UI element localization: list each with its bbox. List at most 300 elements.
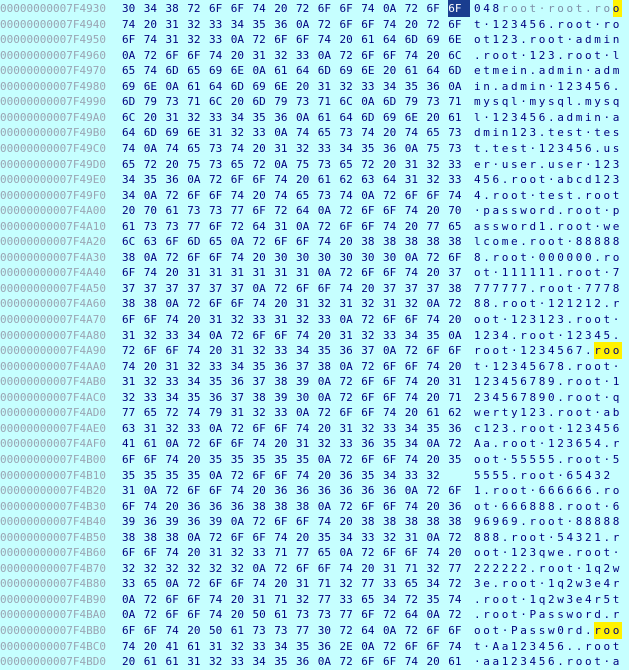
- hex-byte[interactable]: 20: [404, 219, 418, 233]
- ascii-char[interactable]: .: [585, 624, 592, 637]
- hex-byte[interactable]: 6E: [404, 110, 418, 124]
- ascii-char[interactable]: .: [492, 437, 500, 451]
- hex-byte[interactable]: 73: [165, 219, 179, 233]
- hex-byte[interactable]: 65: [426, 126, 440, 140]
- ascii-char[interactable]: 7: [501, 281, 509, 295]
- hex-byte[interactable]: 6D: [317, 64, 331, 78]
- ascii-char[interactable]: e: [474, 157, 481, 171]
- hex-byte[interactable]: 73: [209, 157, 223, 171]
- row-hex-bytes[interactable]: [122, 280, 470, 297]
- ascii-char[interactable]: m: [529, 95, 537, 109]
- ascii-char[interactable]: y: [594, 95, 601, 109]
- hex-byte[interactable]: 65: [296, 188, 310, 202]
- ascii-char[interactable]: 0: [575, 250, 583, 264]
- ascii-char[interactable]: r: [520, 328, 527, 342]
- ascii-char[interactable]: r: [575, 359, 583, 373]
- hex-byte[interactable]: 0A: [404, 250, 418, 264]
- hex-byte[interactable]: 6F: [209, 437, 223, 451]
- hex-byte[interactable]: 34: [404, 328, 418, 342]
- hex-byte[interactable]: 38: [252, 390, 266, 404]
- hex-byte[interactable]: 20: [230, 592, 244, 606]
- hex-byte[interactable]: 6F: [122, 546, 136, 560]
- hex-byte[interactable]: 72: [122, 344, 136, 358]
- ascii-char[interactable]: 3: [585, 328, 592, 342]
- ascii-char[interactable]: s: [492, 95, 500, 109]
- hex-byte[interactable]: 6D: [404, 33, 418, 47]
- hex-byte[interactable]: 6F: [252, 173, 266, 187]
- hex-byte[interactable]: 61: [361, 33, 375, 47]
- ascii-char[interactable]: ·: [529, 484, 537, 498]
- ascii-char[interactable]: 4: [566, 141, 574, 155]
- hex-byte[interactable]: 35: [296, 639, 310, 653]
- hex-byte[interactable]: 74: [361, 126, 375, 140]
- hex-byte[interactable]: 71: [317, 577, 331, 591]
- ascii-char[interactable]: r: [538, 281, 546, 295]
- ascii-char[interactable]: ·: [585, 64, 592, 78]
- hex-byte[interactable]: 32: [296, 141, 310, 155]
- hex-byte[interactable]: 6F: [143, 546, 157, 560]
- ascii-char[interactable]: 4: [594, 437, 601, 451]
- hex-byte[interactable]: 20: [274, 437, 288, 451]
- ascii-char[interactable]: s: [557, 157, 564, 171]
- hex-byte[interactable]: 38: [383, 515, 397, 529]
- ascii-char[interactable]: .: [557, 375, 564, 389]
- ascii-char[interactable]: t: [575, 2, 583, 15]
- hex-byte[interactable]: 38: [296, 499, 310, 513]
- ascii-char[interactable]: t: [566, 188, 574, 202]
- ascii-char[interactable]: .: [575, 188, 583, 202]
- hex-byte[interactable]: 6D: [448, 64, 462, 78]
- hex-byte[interactable]: 0A: [339, 546, 353, 560]
- ascii-char[interactable]: t: [548, 421, 555, 435]
- hex-byte[interactable]: 36: [339, 468, 353, 482]
- hex-byte[interactable]: 6F: [230, 297, 244, 311]
- hex-row[interactable]: [0, 0, 629, 17]
- hex-byte[interactable]: 77: [296, 546, 310, 560]
- ascii-char[interactable]: ·: [474, 204, 481, 218]
- hex-byte[interactable]: 35: [252, 452, 266, 466]
- ascii-char[interactable]: 3: [612, 173, 620, 187]
- hex-byte[interactable]: 77: [187, 219, 201, 233]
- hex-byte[interactable]: 0A: [296, 219, 310, 233]
- hex-byte[interactable]: 61: [165, 655, 179, 669]
- hex-byte[interactable]: 74: [122, 17, 136, 31]
- ascii-char[interactable]: .: [483, 484, 490, 498]
- hex-byte[interactable]: 20: [426, 375, 440, 389]
- ascii-char[interactable]: 8: [474, 250, 481, 264]
- hex-byte[interactable]: 61: [187, 79, 201, 93]
- hex-byte[interactable]: 6F: [209, 250, 223, 264]
- hex-byte[interactable]: 38: [448, 515, 462, 529]
- hex-byte[interactable]: 74: [143, 33, 157, 47]
- ascii-char[interactable]: 3: [575, 79, 583, 93]
- hex-byte[interactable]: 32: [122, 561, 136, 575]
- hex-byte[interactable]: 64: [426, 64, 440, 78]
- hex-byte[interactable]: 74: [404, 375, 418, 389]
- hex-byte[interactable]: 69: [426, 33, 440, 47]
- ascii-char[interactable]: 7: [483, 281, 490, 295]
- ascii-char[interactable]: 4: [520, 359, 527, 373]
- ascii-char[interactable]: 9: [538, 390, 546, 404]
- hex-byte[interactable]: 20: [274, 297, 288, 311]
- hex-byte[interactable]: 74: [296, 328, 310, 342]
- hex-byte[interactable]: 38: [274, 375, 288, 389]
- ascii-char[interactable]: .: [492, 577, 500, 591]
- ascii-char[interactable]: 0: [566, 250, 574, 264]
- ascii-char[interactable]: 2: [603, 173, 611, 187]
- row-hex-bytes[interactable]: [122, 498, 470, 515]
- ascii-char[interactable]: 5: [529, 359, 537, 373]
- ascii-char[interactable]: 2: [529, 406, 537, 420]
- hex-byte[interactable]: 6F: [448, 344, 462, 358]
- ascii-char[interactable]: o: [538, 328, 546, 342]
- hex-byte[interactable]: 33: [252, 313, 266, 326]
- ascii-char[interactable]: 5: [585, 437, 592, 451]
- ascii-char[interactable]: 5: [575, 141, 583, 155]
- hex-byte[interactable]: 6F: [143, 452, 157, 466]
- ascii-char[interactable]: o: [501, 608, 509, 622]
- ascii-char[interactable]: o: [575, 390, 583, 404]
- ascii-char[interactable]: 1: [520, 344, 527, 358]
- hex-byte[interactable]: 73: [296, 608, 310, 622]
- hex-byte[interactable]: 79: [209, 406, 223, 420]
- hex-byte[interactable]: 20: [274, 2, 288, 15]
- hex-byte[interactable]: 30: [274, 250, 288, 264]
- ascii-char[interactable]: d: [575, 624, 583, 637]
- ascii-char[interactable]: ·: [557, 421, 564, 435]
- hex-byte[interactable]: 35: [209, 375, 223, 389]
- hex-byte[interactable]: 6D: [383, 95, 397, 109]
- ascii-char[interactable]: 2: [520, 313, 527, 326]
- ascii-char[interactable]: t: [474, 359, 481, 373]
- ascii-char[interactable]: 1: [585, 297, 592, 311]
- ascii-char[interactable]: 7: [585, 281, 592, 295]
- hex-byte[interactable]: 74: [317, 33, 331, 47]
- ascii-char[interactable]: 1: [492, 33, 500, 47]
- ascii-char[interactable]: 6: [585, 484, 592, 498]
- hex-byte[interactable]: 35: [296, 452, 310, 466]
- hex-byte[interactable]: 72: [230, 421, 244, 435]
- ascii-char[interactable]: o: [575, 655, 583, 669]
- ascii-char[interactable]: .: [474, 592, 481, 606]
- hex-row[interactable]: [0, 529, 629, 546]
- hex-byte[interactable]: 6F: [404, 546, 418, 560]
- hex-byte[interactable]: 65: [122, 157, 136, 171]
- hex-byte[interactable]: 20: [143, 17, 157, 31]
- ascii-char[interactable]: s: [538, 624, 546, 637]
- row-hex-bytes[interactable]: [122, 653, 470, 670]
- hex-byte[interactable]: 50: [209, 624, 223, 637]
- hex-row[interactable]: [0, 575, 629, 592]
- hex-byte[interactable]: 37: [404, 281, 418, 295]
- ascii-char[interactable]: o: [613, 342, 622, 359]
- ascii-char[interactable]: 2: [483, 328, 490, 342]
- ascii-char[interactable]: ·: [529, 188, 537, 202]
- ascii-char[interactable]: ·: [492, 157, 500, 171]
- hex-byte[interactable]: 30: [339, 250, 353, 264]
- ascii-char[interactable]: o: [492, 235, 500, 249]
- hex-byte[interactable]: 20: [426, 204, 440, 218]
- hex-byte[interactable]: 77: [448, 561, 462, 575]
- ascii-char[interactable]: o: [474, 266, 481, 280]
- ascii-char[interactable]: c: [483, 235, 490, 249]
- ascii-char[interactable]: o: [492, 344, 500, 358]
- ascii-char[interactable]: 2: [501, 33, 509, 47]
- ascii-char[interactable]: t: [594, 375, 601, 389]
- ascii-char[interactable]: 6: [575, 484, 583, 498]
- ascii-char[interactable]: o: [557, 281, 564, 295]
- hex-row[interactable]: [0, 435, 629, 452]
- hex-byte[interactable]: 31: [230, 344, 244, 358]
- hex-byte[interactable]: 31: [383, 297, 397, 311]
- hex-byte[interactable]: 6F: [187, 188, 201, 202]
- hex-byte[interactable]: 6D: [165, 64, 179, 78]
- ascii-char[interactable]: u: [548, 157, 555, 171]
- hex-byte[interactable]: 0A: [274, 126, 288, 140]
- ascii-char[interactable]: 3: [511, 110, 518, 124]
- hex-byte[interactable]: 32: [361, 297, 375, 311]
- hex-byte[interactable]: 31: [296, 266, 310, 280]
- hex-byte[interactable]: 72: [383, 188, 397, 202]
- row-hex-bytes[interactable]: [122, 327, 470, 344]
- ascii-char[interactable]: p: [483, 204, 490, 218]
- ascii-char[interactable]: 3: [529, 313, 537, 326]
- hex-byte[interactable]: 0A: [209, 468, 223, 482]
- hex-row[interactable]: [0, 124, 629, 141]
- hex-byte[interactable]: 73: [165, 95, 179, 109]
- ascii-char[interactable]: .: [557, 655, 564, 669]
- ascii-char[interactable]: 1: [548, 266, 555, 280]
- row-ascii[interactable]: [474, 358, 624, 375]
- ascii-char[interactable]: r: [492, 484, 500, 498]
- ascii-char[interactable]: .: [548, 17, 555, 31]
- ascii-char[interactable]: 7: [575, 344, 583, 358]
- ascii-char[interactable]: 2: [501, 561, 509, 575]
- ascii-char[interactable]: 1: [566, 328, 574, 342]
- ascii-char[interactable]: 6: [548, 655, 555, 669]
- hex-byte[interactable]: 39: [122, 515, 136, 529]
- ascii-char[interactable]: 5: [548, 452, 555, 466]
- hex-row[interactable]: [0, 373, 629, 390]
- row-hex-bytes[interactable]: [122, 187, 470, 204]
- ascii-char[interactable]: .: [557, 48, 564, 62]
- ascii-char[interactable]: 0: [557, 624, 564, 637]
- hex-byte[interactable]: 36: [448, 421, 462, 435]
- ascii-char[interactable]: 8: [585, 515, 592, 529]
- ascii-char[interactable]: t: [557, 33, 564, 47]
- hex-byte[interactable]: 6F: [230, 530, 244, 544]
- row-hex-bytes[interactable]: [122, 78, 470, 95]
- ascii-char[interactable]: 6: [511, 499, 518, 513]
- ascii-char[interactable]: t: [538, 188, 546, 202]
- ascii-char[interactable]: 2: [520, 561, 527, 575]
- hex-byte[interactable]: 36: [361, 437, 375, 451]
- ascii-char[interactable]: 1: [511, 313, 518, 326]
- hex-byte[interactable]: 0A: [317, 655, 331, 669]
- hex-byte[interactable]: 6F: [426, 639, 440, 653]
- ascii-char[interactable]: 0: [548, 390, 555, 404]
- hex-byte[interactable]: 74: [165, 624, 179, 637]
- hex-byte[interactable]: 6F: [187, 484, 201, 498]
- ascii-char[interactable]: q: [501, 95, 509, 109]
- hex-byte[interactable]: 0A: [317, 375, 331, 389]
- hex-byte[interactable]: 77: [361, 577, 375, 591]
- ascii-char[interactable]: .: [603, 608, 611, 622]
- hex-byte[interactable]: 74: [274, 173, 288, 187]
- ascii-char[interactable]: a: [594, 64, 601, 78]
- hex-byte[interactable]: 6F: [230, 577, 244, 591]
- hex-byte[interactable]: 6F: [296, 281, 310, 295]
- ascii-char[interactable]: 0: [474, 2, 481, 15]
- ascii-char[interactable]: 5: [557, 344, 564, 358]
- ascii-char[interactable]: 3: [566, 437, 574, 451]
- ascii-char[interactable]: w: [474, 406, 481, 420]
- hex-byte[interactable]: 36: [426, 79, 440, 93]
- ascii-char[interactable]: o: [566, 17, 574, 31]
- hex-byte[interactable]: 20: [361, 561, 375, 575]
- ascii-char[interactable]: o: [538, 468, 546, 482]
- ascii-char[interactable]: 2: [575, 328, 583, 342]
- ascii-char[interactable]: o: [538, 33, 546, 47]
- ascii-char[interactable]: e: [483, 577, 490, 591]
- ascii-char[interactable]: 5: [529, 452, 537, 466]
- hex-byte[interactable]: 33: [143, 390, 157, 404]
- ascii-char[interactable]: ·: [529, 250, 537, 264]
- hex-byte[interactable]: 20: [361, 281, 375, 295]
- hex-byte[interactable]: 32: [230, 561, 244, 575]
- row-hex-bytes[interactable]: [122, 451, 470, 468]
- ascii-char[interactable]: 8: [575, 515, 583, 529]
- ascii-char[interactable]: .: [594, 484, 601, 498]
- hex-byte[interactable]: 33: [230, 655, 244, 669]
- ascii-char[interactable]: t: [474, 141, 481, 155]
- ascii-char[interactable]: 7: [474, 281, 481, 295]
- hex-byte[interactable]: 30: [317, 624, 331, 637]
- hex-byte[interactable]: 72: [383, 608, 397, 622]
- ascii-char[interactable]: o: [511, 250, 518, 264]
- hex-byte[interactable]: 31: [122, 484, 136, 498]
- ascii-char[interactable]: r: [557, 219, 564, 233]
- ascii-char[interactable]: 5: [474, 468, 481, 482]
- hex-byte[interactable]: 36: [230, 375, 244, 389]
- ascii-char[interactable]: s: [529, 624, 537, 637]
- hex-byte[interactable]: 37: [143, 281, 157, 295]
- hex-byte[interactable]: 0A: [383, 624, 397, 637]
- ascii-char[interactable]: o: [603, 639, 611, 653]
- hex-byte[interactable]: 20: [187, 546, 201, 560]
- hex-row[interactable]: [0, 638, 629, 655]
- hex-byte[interactable]: 36: [274, 359, 288, 373]
- hex-byte[interactable]: 6F: [230, 2, 244, 15]
- ascii-char[interactable]: 5: [501, 468, 509, 482]
- hex-byte[interactable]: 32: [187, 17, 201, 31]
- hex-byte[interactable]: 6F: [426, 188, 440, 202]
- hex-byte[interactable]: 64: [209, 79, 223, 93]
- hex-byte[interactable]: 74: [274, 530, 288, 544]
- hex-byte[interactable]: 6F: [383, 359, 397, 373]
- hex-byte[interactable]: 72: [448, 608, 462, 622]
- ascii-char[interactable]: e: [474, 64, 481, 78]
- hex-byte[interactable]: 72: [404, 2, 418, 15]
- ascii-char[interactable]: t: [511, 608, 518, 622]
- hex-byte[interactable]: 72: [339, 452, 353, 466]
- hex-byte[interactable]: 35: [426, 592, 440, 606]
- ascii-char[interactable]: 2: [492, 421, 500, 435]
- hex-byte[interactable]: 70: [143, 204, 157, 218]
- hex-byte[interactable]: 20: [448, 359, 462, 373]
- hex-byte[interactable]: 31: [122, 375, 136, 389]
- hex-byte[interactable]: 72: [187, 2, 201, 15]
- ascii-char[interactable]: .: [483, 250, 490, 264]
- ascii-char[interactable]: r: [501, 2, 509, 15]
- hex-byte[interactable]: 32: [296, 313, 310, 326]
- ascii-char[interactable]: 1: [566, 421, 574, 435]
- row-hex-bytes[interactable]: [122, 140, 470, 157]
- ascii-char[interactable]: w: [548, 624, 555, 637]
- ascii-char[interactable]: P: [511, 624, 518, 637]
- hex-byte[interactable]: 74: [448, 592, 462, 606]
- hex-byte[interactable]: 20: [404, 406, 418, 420]
- hex-byte[interactable]: 6D: [143, 126, 157, 140]
- ascii-char[interactable]: 6: [520, 375, 527, 389]
- hex-byte[interactable]: 34: [274, 639, 288, 653]
- hex-byte[interactable]: 34: [187, 328, 201, 342]
- ascii-char[interactable]: c: [575, 173, 583, 187]
- hex-row[interactable]: [0, 140, 629, 157]
- ascii-char[interactable]: o: [474, 546, 481, 560]
- ascii-char[interactable]: 4: [603, 577, 611, 591]
- hex-byte[interactable]: 6F: [230, 437, 244, 451]
- ascii-char[interactable]: 1: [594, 157, 601, 171]
- ascii-char[interactable]: 3: [529, 639, 537, 653]
- hex-byte[interactable]: 65: [361, 592, 375, 606]
- ascii-char[interactable]: a: [575, 33, 583, 47]
- hex-row[interactable]: [0, 295, 629, 312]
- ascii-char[interactable]: n: [575, 64, 583, 78]
- ascii-char[interactable]: r: [566, 204, 574, 218]
- hex-byte[interactable]: 34: [187, 375, 201, 389]
- hex-byte[interactable]: 74: [404, 655, 418, 669]
- ascii-char[interactable]: 2: [501, 17, 509, 31]
- hex-byte[interactable]: 74: [230, 188, 244, 202]
- row-ascii[interactable]: [474, 295, 624, 312]
- hex-byte[interactable]: 65: [122, 64, 136, 78]
- ascii-char[interactable]: 7: [511, 281, 518, 295]
- hex-byte[interactable]: 32: [165, 421, 179, 435]
- ascii-char[interactable]: 5: [511, 375, 518, 389]
- hex-byte[interactable]: 35: [426, 421, 440, 435]
- hex-byte[interactable]: 72: [404, 344, 418, 358]
- ascii-char[interactable]: r: [501, 297, 509, 311]
- ascii-char[interactable]: 2: [557, 297, 564, 311]
- ascii-char[interactable]: t: [585, 406, 592, 420]
- ascii-char[interactable]: d: [585, 33, 592, 47]
- ascii-char[interactable]: t: [594, 452, 601, 466]
- row-hex-bytes[interactable]: [122, 389, 470, 406]
- hex-byte[interactable]: 72: [252, 157, 266, 171]
- ascii-char[interactable]: i: [474, 79, 481, 93]
- hex-byte[interactable]: 0A: [252, 281, 266, 295]
- hex-byte[interactable]: 33: [448, 173, 462, 187]
- ascii-char[interactable]: o: [511, 484, 518, 498]
- ascii-char[interactable]: .: [575, 95, 583, 109]
- hex-byte[interactable]: 33: [317, 141, 331, 155]
- row-hex-bytes[interactable]: [122, 311, 470, 328]
- hex-byte[interactable]: 6F: [448, 0, 470, 17]
- ascii-char[interactable]: r: [492, 250, 500, 264]
- ascii-char[interactable]: 1: [612, 375, 620, 389]
- hex-byte[interactable]: 73: [252, 624, 266, 637]
